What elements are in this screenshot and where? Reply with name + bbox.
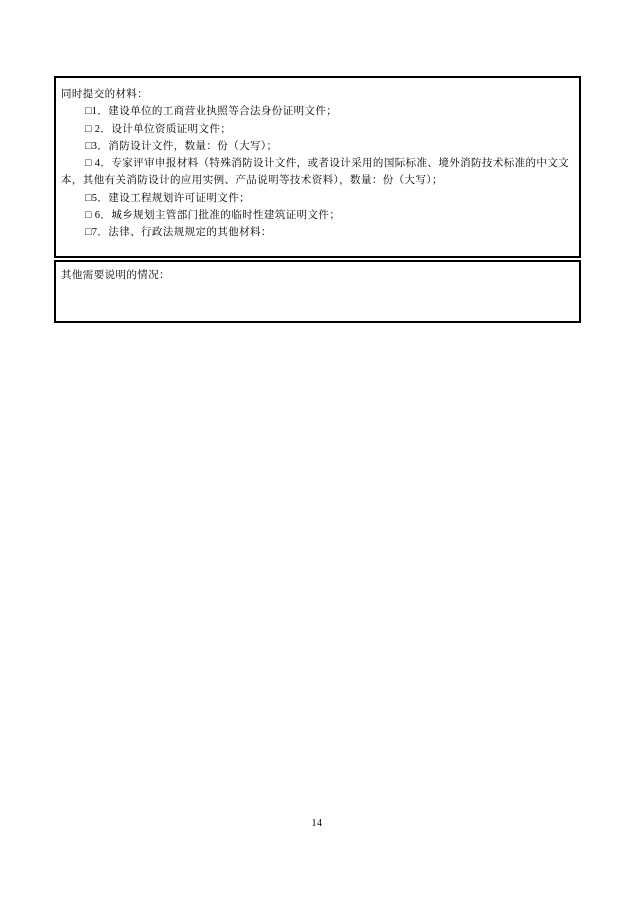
other-notes-box bbox=[54, 260, 581, 323]
material-item-1 bbox=[61, 103, 573, 120]
material-item-5 bbox=[61, 190, 573, 207]
material-item-3 bbox=[61, 138, 573, 155]
material-item-5-label: 5．建设工程规划许可证明文件； bbox=[91, 192, 250, 204]
checkbox-icon: □ bbox=[85, 123, 92, 135]
checkbox-icon: □ bbox=[85, 192, 92, 204]
material-item-4 bbox=[61, 155, 573, 190]
checkbox-icon: □ bbox=[85, 158, 92, 170]
material-item-2-label: 2．设计单位资质证明文件； bbox=[91, 123, 232, 135]
material-item-1-label: 1．建设单位的工商营业执照等合法身份证明文件； bbox=[91, 106, 338, 118]
checkbox-icon: □ bbox=[85, 227, 92, 239]
checkbox-icon: □ bbox=[85, 210, 92, 222]
material-item-7-label: 7．法律、行政法规规定的其他材料： bbox=[91, 227, 272, 239]
submitted-materials-title: 同时提交的材料： bbox=[61, 89, 149, 100]
material-item-6-label: 6．城乡规划主管部门批准的临时性建筑证明文件； bbox=[91, 210, 341, 222]
material-item-7 bbox=[61, 224, 573, 241]
material-item-4-label: 4．专家评审申报材料（特殊消防设计文件，或者设计采用的国际标准、境外消防技术标准的中文文本，其他有关消防设计的应用实例、产品说明等技术资料），数量：份（大写）； bbox=[61, 158, 570, 187]
other-notes-label: 其他需要说明的情况： bbox=[61, 270, 170, 281]
material-item-6 bbox=[61, 207, 573, 224]
submitted-materials-box bbox=[54, 76, 581, 258]
checkbox-icon: □ bbox=[85, 106, 92, 118]
material-item-2 bbox=[61, 121, 573, 138]
page-number: 14 bbox=[311, 818, 323, 829]
material-item-3-label: 3．消防设计文件，数量：份（大写）； bbox=[91, 140, 278, 152]
checkbox-icon: □ bbox=[85, 140, 92, 152]
